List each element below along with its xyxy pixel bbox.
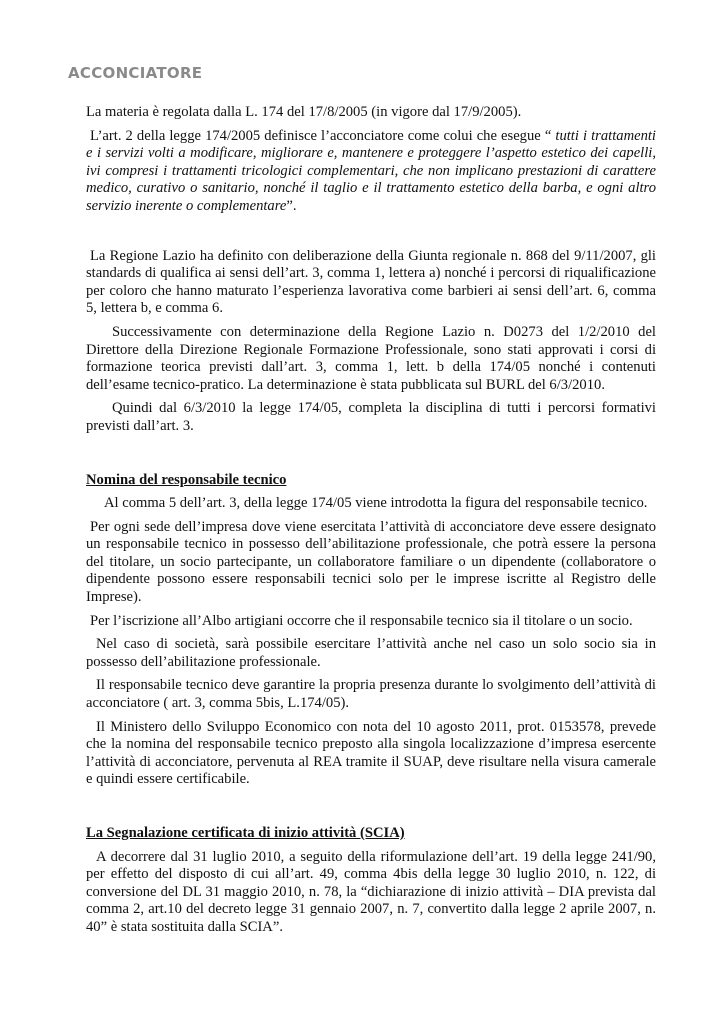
document-heading: ACCONCIATORE — [68, 64, 203, 82]
responsabile-paragraph-1: Al comma 5 dell’art. 3, della legge 174/05 viene introdotta la figura del responsabile tecnico. — [104, 495, 648, 512]
determinazione-paragraph: Successivamente con determinazione della Regione Lazio n. D0273 del 1/2/2010 del Direttore della Direzione Regionale Formazione Professionale, sono stati approvati i corsi di formazione teorica previsti dall’art. 3, comma 1, lett. b della 174/05 nonché i contenuti dell’esame tecnico-pratico. La determinazione è stata pubblicata sul BURL del 6/3/2010. — [86, 323, 656, 393]
scia-paragraph: A decorrere dal 31 luglio 2010, a seguito della riformulazione dell’art. 19 della legge 241/90, per effetto del disposto di cui all’art. 49, comma 4bis della legge 30 luglio 2010, n. 122, di conversione del DL 31 maggio 2010, n. 78, la “dichiarazione di inizio attività – DIA prevista dal comma 2, art.10 del decreto legge 31 gennaio 2007, n. 7, convertito dalla legge 2 aprile 2007, n. 40” è stata sostituita dalla SCIA”. — [86, 848, 656, 935]
definition-end: ”. — [286, 197, 297, 214]
responsabile-paragraph-4: Nel caso di società, sarà possibile esercitare l’attività anche nel caso un solo socio sia in possesso dell’abilitazione professionale. — [86, 636, 656, 670]
spacer — [86, 222, 656, 248]
responsabile-paragraph-2: Per ogni sede dell’impresa dove viene esercitata l’attività di acconciatore deve essere designato un responsabile tecnico in possesso dell’abilitazione professionale, che potrà essere la persona del titolare, un socio partecipante, un collaboratore familiare o un dipendente (collaboratore o dipendente possono essere responsabili tecnici solo per le imprese iscritte al Registro delle Imprese). — [86, 518, 656, 606]
spacer — [86, 442, 656, 472]
section-title-scia: La Segnalazione certificata di inizio attività (SCIA) — [86, 825, 405, 841]
document-body — [86, 104, 656, 943]
responsabile-paragraph-6: Il Ministero dello Sviluppo Economico con nota del 10 agosto 2011, prot. 0153578, prevede che la nomina del responsabile tecnico preposto alla singola localizzazione d’impresa esercente l’attività di acconciatore, pervenuta al REA tramite il SUAP, deve risultare nella visura camerale e quindi essere certificabile. — [86, 718, 656, 788]
responsabile-paragraph-3: Per l’iscrizione all’Albo artigiani occorre che il responsabile tecnico sia il titolare o un socio. — [90, 612, 633, 629]
intro-paragraph: La materia è regolata dalla L. 174 del 17/8/2005 (in vigore dal 17/9/2005). — [86, 104, 522, 120]
definition-quote: tutti i trattamenti e i servizi volti a modificare, migliorare e, mantenere e proteggere l’aspetto estetico dei capelli, ivi compresi i trattamenti tricologici complementari, che non implicano prestazioni di carattere medico, curativo o sanitario, nonché il taglio e il trattamento estetico della barba, e ogni altro servizio inerente o complementare — [86, 127, 656, 214]
responsabile-paragraph-5: Il responsabile tecnico deve garantire la propria presenza durante lo svolgimento dell’attività di acconciatore ( art. 3, comma 5bis, L.174/05). — [86, 677, 656, 712]
section-title-responsabile: Nomina del responsabile tecnico — [86, 471, 287, 488]
spacer — [86, 795, 656, 825]
regione-paragraph: La Regione Lazio ha definito con deliberazione della Giunta regionale n. 868 del 9/11/2007, gli standards di qualifica ai sensi dell’art. 3, comma 1, lettera a) nonché i percorsi di riqualificazione per coloro che hanno maturato l’esperienza lavorativa come barbieri ai sensi dell’art. 6, comma 5, lettera b, e comma 6. — [86, 247, 656, 317]
definition-lead: L’art. 2 della legge 174/2005 definisce l’acconciatore come colui che esegue “ — [90, 127, 556, 144]
definition-paragraph — [86, 128, 656, 216]
quindi-paragraph: Quindi dal 6/3/2010 la legge 174/05, completa la disciplina di tutti i percorsi formativi previsti dall’art. 3. — [86, 400, 656, 434]
